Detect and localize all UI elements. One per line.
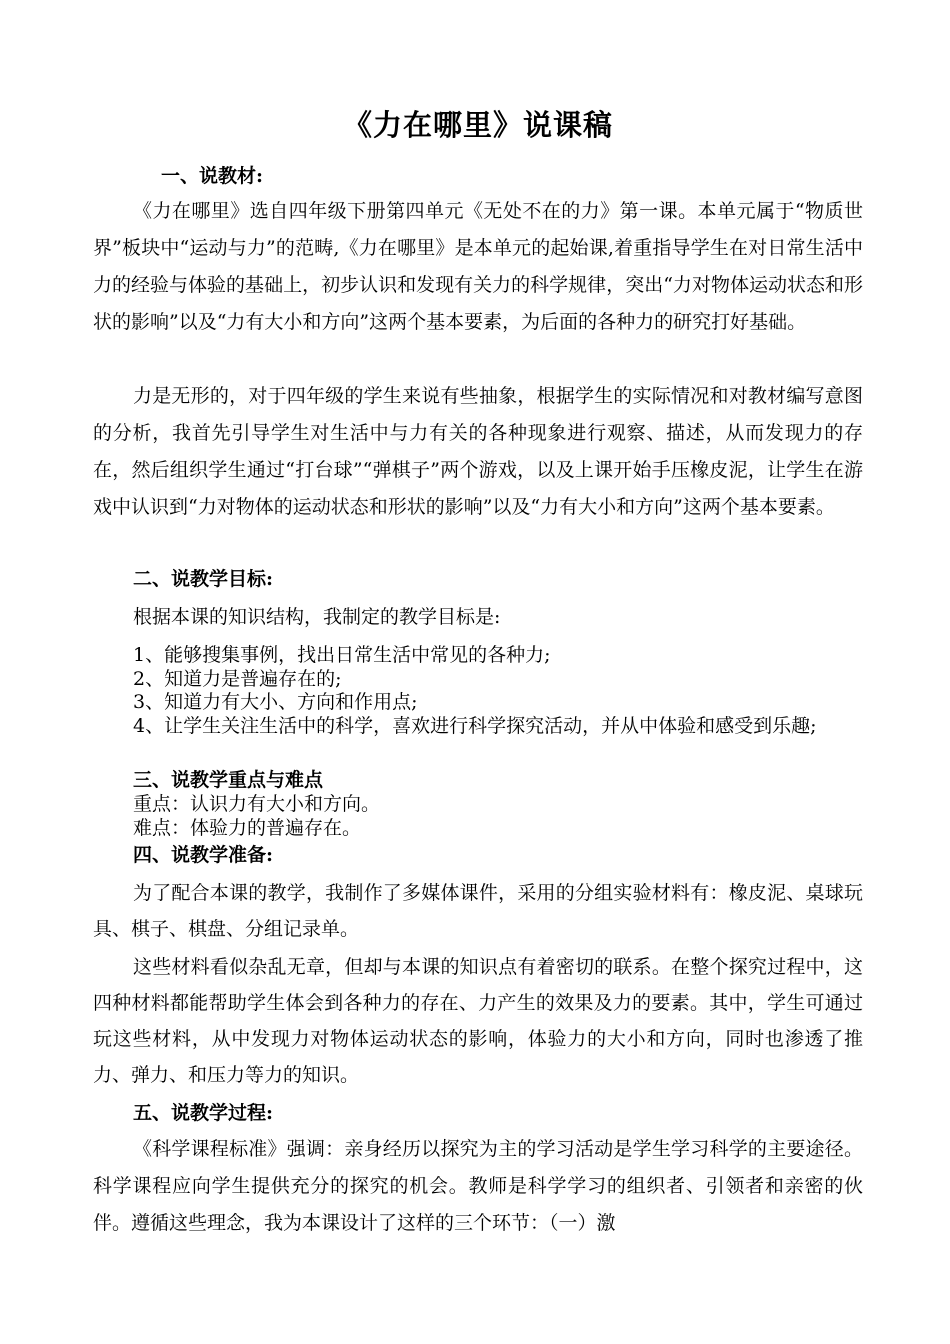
paragraph-process-1: 《科学课程标准》强调：亲身经历以探究为主的学习活动是学生学习科学的主要途径。科学课程应向学生提供充分的探究的机会。教师是科学学习的组织者、引领者和亲密的伙伴。遵循这些理念，我为本课设计了这样的三个环节：（一）激 [93, 1138, 863, 1234]
paragraph-preparation-1: 为了配合本课的教学，我制作了多媒体课件，采用的分组实验材料有：橡皮泥、桌球玩具、棋子、棋盘、分组记录单。 [93, 882, 863, 940]
section-heading-key-points: 三、说教学重点与难点 [133, 769, 324, 791]
paragraph-preparation-2: 这些材料看似杂乱无章，但却与本课的知识点有着密切的联系。在整个探究过程中，这四种材料都能帮助学生体会到各种力的存在、力产生的效果及力的要素。其中，学生可通过玩这些材料，从中发现力对物体运动状态的影响，体验力的大小和方向，同时也渗透了推力、弹力、和压力等力的知识。 [93, 956, 863, 1086]
list-item: 3、知道力有大小、方向和作用点; [133, 691, 418, 713]
paragraph-textbook-2: 力是无形的，对于四年级的学生来说有些抽象，根据学生的实际情况和对教材编写意图的分析，我首先引导学生对生活中与力有关的各种现象进行观察、描述，从而发现力的存在，然后组织学生通过“打台球”“弹棋子”两个游戏，以及上课开始手压橡皮泥，让学生在游戏中认识到“力对物体的运动状态和形状的影响”以及“力有大小和方向”这两个基本要素。 [93, 385, 863, 518]
section-heading-process: 五、说教学过程: [133, 1102, 274, 1124]
document-title: 《力在哪里》说课稿 [342, 108, 613, 142]
section-heading-preparation: 四、说教学准备: [133, 844, 274, 866]
difficulty-line: 难点：体验力的普遍存在。 [133, 817, 362, 839]
section-heading-objectives: 二、说教学目标: [133, 568, 274, 590]
section-heading-textbook: 一、说教材: [161, 165, 264, 187]
list-item: 2、知道力是普遍存在的; [133, 667, 342, 690]
objectives-intro: 根据本课的知识结构，我制定的教学目标是: [133, 606, 501, 628]
document-page [93, 0, 863, 1344]
paragraph-textbook-1: 《力在哪里》选自四年级下册第四单元《无处不在的力》第一课。本单元属于“物质世界”板块中“运动与力”的范畴,《力在哪里》是本单元的起始课,着重指导学生在对日常生活中力的经验与体验的基础上，初步认识和发现有关力的科学规律，突出“力对物体运动状态和形状的影响”以及“力有大小和方向”这两个基本要素，为后面的各种力的研究打好基础。 [93, 200, 863, 333]
objectives-list [93, 644, 863, 738]
list-item: 1、能够搜集事例，找出日常生活中常见的各种力; [133, 644, 551, 666]
list-item: 4、让学生关注生活中的科学，喜欢进行科学探究活动，并从中体验和感受到乐趣; [133, 714, 817, 737]
key-point-line: 重点：认识力有大小和方向。 [133, 793, 381, 815]
